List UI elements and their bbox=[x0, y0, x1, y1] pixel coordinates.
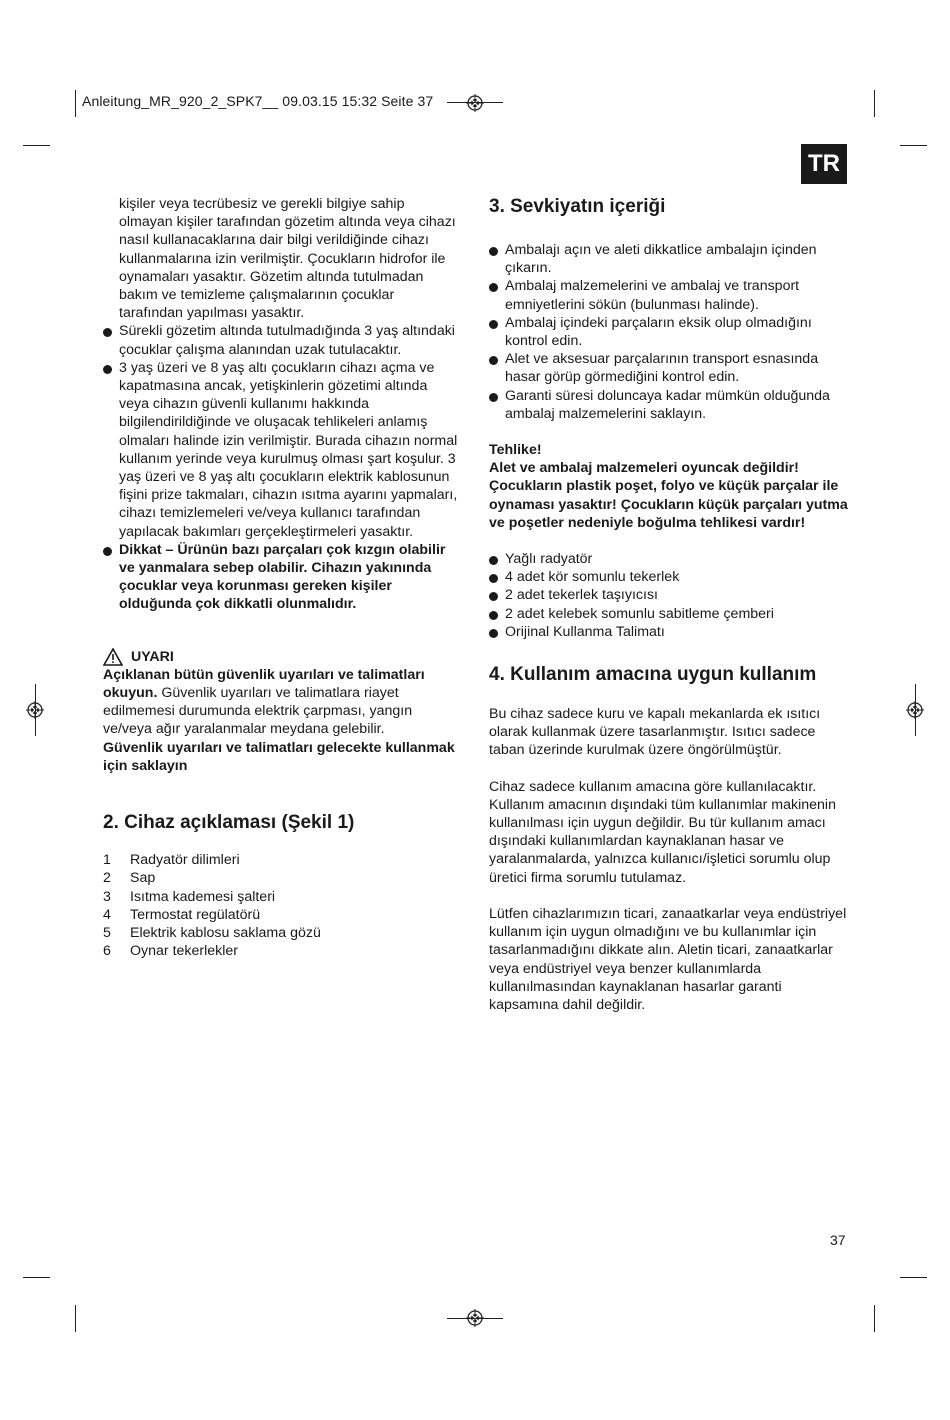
unpack-bullet: Ambalaj içindeki parçaların eksik olup olmadığını kontrol edin. bbox=[489, 314, 849, 350]
language-tab: TR bbox=[801, 144, 847, 184]
contents-item: Orijinal Kullanma Talimatı bbox=[489, 623, 849, 641]
warning-heading bbox=[103, 648, 458, 666]
unpack-bullet: Garanti süresi doluncaya kadar mümkün olduğunda ambalaj malzemelerini saklayın. bbox=[489, 387, 849, 423]
parts-list bbox=[103, 851, 458, 960]
section-3-heading: 3. Sevkiyatın içeriği bbox=[489, 196, 666, 217]
contents-item: 4 adet kör somunlu tekerlek bbox=[489, 568, 849, 586]
registration-line bbox=[35, 684, 36, 736]
page-number: 37 bbox=[830, 1232, 846, 1248]
contents-item: 2 adet kelebek somunlu sabitleme çemberi bbox=[489, 605, 849, 623]
parts-list-item: 4 Termostat regülatörü bbox=[103, 906, 261, 923]
right-column bbox=[489, 195, 849, 1014]
continued-paragraph: kişiler veya tecrübesiz ve gerekli bilgiye sahip olmayan kişiler tarafından gözetim altında veya cihazı nasıl kullanacaklarına dair bilgi verildiğinde cihazı kullanmalarına izin verilmiştir. Çocukların hidrofor ile oynamaları yasaktır. Gözetim altında tutulmadan bakım ve temizleme çalışmalarının çocuklar tarafından yapılması yasaktır. bbox=[119, 196, 456, 322]
parts-list-item: 1 Radyatör dilimleri bbox=[103, 852, 240, 869]
left-column bbox=[103, 195, 458, 960]
registration-line bbox=[447, 102, 503, 103]
danger-text: Alet ve ambalaj malzemeleri oyuncak değildir! Çocukların plastik poşet, folyo ve küçük parçalar ile oynaması yasaktır! Çocukların küçük parçaları yutma ve poşetler nedeniyle boğulma tehlikesi vardır! bbox=[489, 460, 848, 531]
contents-item: Yağlı radyatör bbox=[489, 550, 849, 568]
crop-mark bbox=[75, 90, 76, 117]
parts-list-item: 6 Oynar tekerlekler bbox=[103, 943, 239, 960]
crop-mark bbox=[874, 90, 875, 117]
warning-keep-text: Güvenlik uyarıları ve talimatları gelecekte kullanmak için saklayın bbox=[103, 739, 455, 774]
parts-list-item: 2 Sap bbox=[103, 870, 156, 887]
crop-mark bbox=[900, 1277, 927, 1278]
crop-mark bbox=[23, 145, 50, 146]
intended-use-paragraph: Cihaz sadece kullanım amacına göre kullanılacaktır. Kullanım amacının dışındaki tüm kullanımlar makinenin kullanılması için uygun değildir. Bu tür kullanım amacı dışındaki kullanımlardan kaynaklanan hasar ve yaralanmalarda, yalnızca kullanıcı/işletici sorumlu olup üretici firma sorumlu tutulamaz. bbox=[489, 778, 836, 886]
section-2-heading: 2. Cihaz açıklaması (Şekil 1) bbox=[103, 812, 355, 834]
crop-mark bbox=[900, 145, 927, 146]
unpack-bullet: Ambalaj malzemelerini ve ambalaj ve transport emniyetlerini sökün (bulunması halinde). bbox=[489, 277, 849, 313]
warning-triangle-icon bbox=[103, 648, 123, 666]
bullet-item: 3 yaş üzeri ve 8 yaş altı çocukların cihazı açma ve kapatmasına ancak, yetişkinlerin gözetimi altında veya cihazın güvenli kullanımı hakkında bilgilendirildiğinde ve oluşacak tehlikeleri anlamış olmaları halinde izin verilmiştir. Burada cihazın normal kullanım yerinde veya kurulmuş olması şart koşulur. 3 yaş üzeri ve 8 yaş altı çocukların elektrik kablosunun fişini prize takmaları, cihazın ısıtma ayarını yapmaları, cihazı temizlemeleri ve/veya kullanıcı tarafından yapılacak bakımları gerçekleştirmeleri yasaktır. bbox=[103, 359, 458, 541]
bullet-item: Sürekli gözetim altında tutulmadığında 3 yaş altındaki çocuklar çalışma alanından uzak tutulacaktır. bbox=[103, 322, 458, 358]
unpack-bullet: Alet ve aksesuar parçalarının transport esnasında hasar görüp görmediğini kontrol edin. bbox=[489, 350, 849, 386]
crop-mark bbox=[874, 1305, 875, 1332]
crop-mark bbox=[23, 1277, 50, 1278]
warning-text: Güvenlik uyarıları ve talimatlara riayet edilmemesi durumunda elektrik çarpması, yangın ve/veya ağır yaralanmalar meydana gelebilir. bbox=[103, 685, 413, 738]
intended-use-paragraph: Bu cihaz sadece kuru ve kapalı mekanlarda ek ısıtıcı olarak kullanmak üzere tasarlanmıştır. Isıtıcı sadece taban üzerinde kurulmak üzere öngörülmüştür. bbox=[489, 706, 821, 759]
registration-line bbox=[447, 1318, 503, 1319]
section-4-heading: 4. Kullanım amacına uygun kullanım bbox=[489, 664, 817, 686]
print-slug: Anleitung_MR_920_2_SPK7__ 09.03.15 15:32 Seite 37 bbox=[82, 93, 434, 109]
parts-list-item: 3 Isıtma kademesi şalteri bbox=[103, 888, 276, 905]
intended-use-paragraph: Lütfen cihazlarımızın ticari, zanaatkarlar veya endüstriyel kullanım için uygun olmadığını ve bu kullanımlar için tasarlanmadığını dikkate alın. Aletin ticari, zanaatkarlar veya endüstriyel veya benzer kullanımlarda kullanılmasından kaynaklanan hasarlar garanti kapsamına dahil değildir. bbox=[489, 905, 847, 1013]
bullet-item-caution: Dikkat – Ürünün bazı parçaları çok kızgın olabilir ve yanmalara sebep olabilir. Cihazın yakınında çocuklar veya korunması gereken kişiler olduğunda çok dikkatli olunmalıdır. bbox=[103, 541, 458, 614]
crop-mark bbox=[75, 1305, 76, 1332]
contents-item: 2 adet tekerlek taşıyıcısı bbox=[489, 586, 849, 604]
parts-list-item: 5 Elektrik kablosu saklama gözü bbox=[103, 924, 321, 941]
registration-mark-icon bbox=[466, 94, 484, 112]
warning-body bbox=[103, 666, 458, 739]
registration-line bbox=[915, 684, 916, 736]
warning-bold-text: Açıklanan bütün güvenlik uyarıları ve talimatları okuyun. bbox=[103, 666, 425, 702]
warning-title: UYARI bbox=[131, 648, 174, 665]
unpack-bullet: Ambalajı açın ve aleti dikkatlice ambalajın içinden çıkarın. bbox=[489, 241, 849, 277]
danger-title: Tehlike! bbox=[489, 442, 542, 459]
